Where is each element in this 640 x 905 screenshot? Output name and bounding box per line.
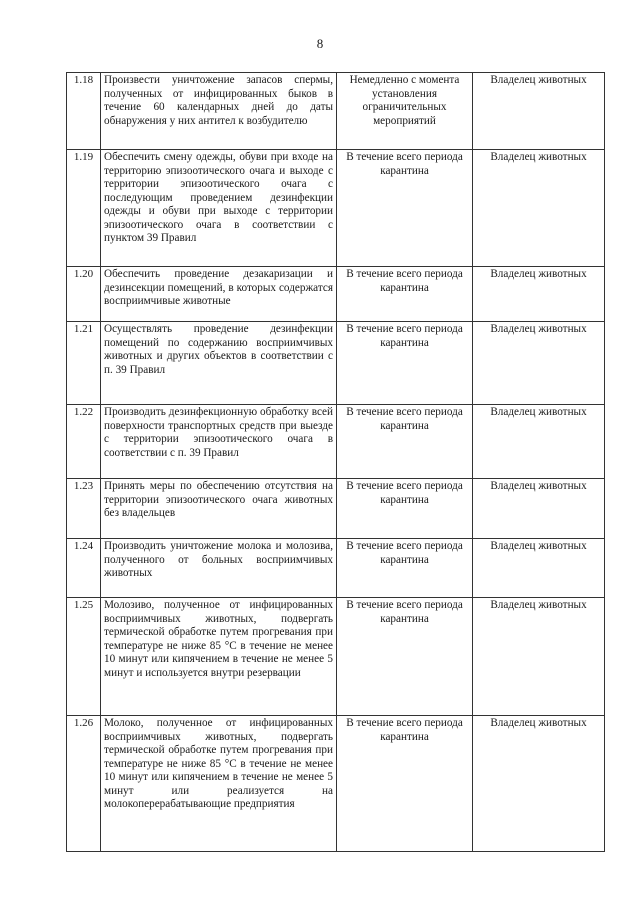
row-responsible: Владелец животных bbox=[473, 716, 605, 852]
row-action: Произвести уничтожение запасов спермы, полученных от инфицированных быков в течение 60 календарных дней до даты обнаружения у них антител к возбудителю bbox=[101, 73, 337, 150]
row-term: В течение всего периода карантина bbox=[337, 405, 473, 479]
row-number: 1.24 bbox=[67, 539, 101, 598]
row-number: 1.18 bbox=[67, 73, 101, 150]
row-term: В течение всего периода карантина bbox=[337, 539, 473, 598]
row-number: 1.23 bbox=[67, 479, 101, 539]
table-row bbox=[67, 150, 605, 267]
row-action: Производить уничтожение молока и молозива, полученного от больных восприимчивых животных bbox=[101, 539, 337, 598]
row-number: 1.19 bbox=[67, 150, 101, 267]
row-responsible: Владелец животных bbox=[473, 598, 605, 716]
row-action: Молозиво, полученное от инфицированных восприимчивых животных, подвергать термической обработке путем прогревания при температуре не ниже 85 °С в течение не менее 10 минут или кипячением в течение не менее 5 минут и используется внутри резервации bbox=[101, 598, 337, 716]
row-responsible: Владелец животных bbox=[473, 150, 605, 267]
row-term: В течение всего периода карантина bbox=[337, 322, 473, 405]
row-term: В течение всего периода карантина bbox=[337, 479, 473, 539]
row-responsible: Владелец животных bbox=[473, 405, 605, 479]
row-action: Принять меры по обеспечению отсутствия на территории эпизоотического очага животных без владельцев bbox=[101, 479, 337, 539]
row-term: В течение всего периода карантина bbox=[337, 267, 473, 322]
row-responsible: Владелец животных bbox=[473, 267, 605, 322]
row-action: Обеспечить смену одежды, обуви при входе на территорию эпизоотического очага и выходе с территории эпизоотического очага с последующим проведением дезинфекции одежды и обуви при выходе с территории эпизоотического очага в соответствии с пунктом 39 Правил bbox=[101, 150, 337, 267]
row-term: В течение всего периода карантина bbox=[337, 150, 473, 267]
row-action: Молоко, полученное от инфицированных восприимчивых животных, подвергать термической обработке путем прогревания при температуре не ниже 85 °С в течение не менее 10 минут или кипячением в течение не менее 5 минут или реализуется на молокоперерабатывающие предприятия bbox=[101, 716, 337, 852]
row-term: В течение всего периода карантина bbox=[337, 598, 473, 716]
measures-table bbox=[66, 72, 605, 852]
table-row bbox=[67, 479, 605, 539]
row-responsible: Владелец животных bbox=[473, 73, 605, 150]
row-term: Немедленно с момента установления ограничительных мероприятий bbox=[337, 73, 473, 150]
row-responsible: Владелец животных bbox=[473, 479, 605, 539]
row-number: 1.20 bbox=[67, 267, 101, 322]
row-responsible: Владелец животных bbox=[473, 322, 605, 405]
row-action: Производить дезинфекционную обработку всей поверхности транспортных средств при выезде с территории эпизоотического очага в соответствии с п. 39 Правил bbox=[101, 405, 337, 479]
table-row bbox=[67, 322, 605, 405]
table-row bbox=[67, 73, 605, 150]
table-row bbox=[67, 405, 605, 479]
row-term: В течение всего периода карантина bbox=[337, 716, 473, 852]
row-number: 1.21 bbox=[67, 322, 101, 405]
row-responsible: Владелец животных bbox=[473, 539, 605, 598]
row-action: Осуществлять проведение дезинфекции помещений по содержанию восприимчивых животных и других объектов в соответствии с п. 39 Правил bbox=[101, 322, 337, 405]
page-number: 8 bbox=[316, 36, 324, 51]
row-number: 1.22 bbox=[67, 405, 101, 479]
table-row bbox=[67, 716, 605, 852]
table-row bbox=[67, 598, 605, 716]
row-action: Обеспечить проведение дезакаризации и дезинсекции помещений, в которых содержатся восприимчивые животные bbox=[101, 267, 337, 322]
row-number: 1.26 bbox=[67, 716, 101, 852]
row-number: 1.25 bbox=[67, 598, 101, 716]
table-row bbox=[67, 539, 605, 598]
table-row bbox=[67, 267, 605, 322]
